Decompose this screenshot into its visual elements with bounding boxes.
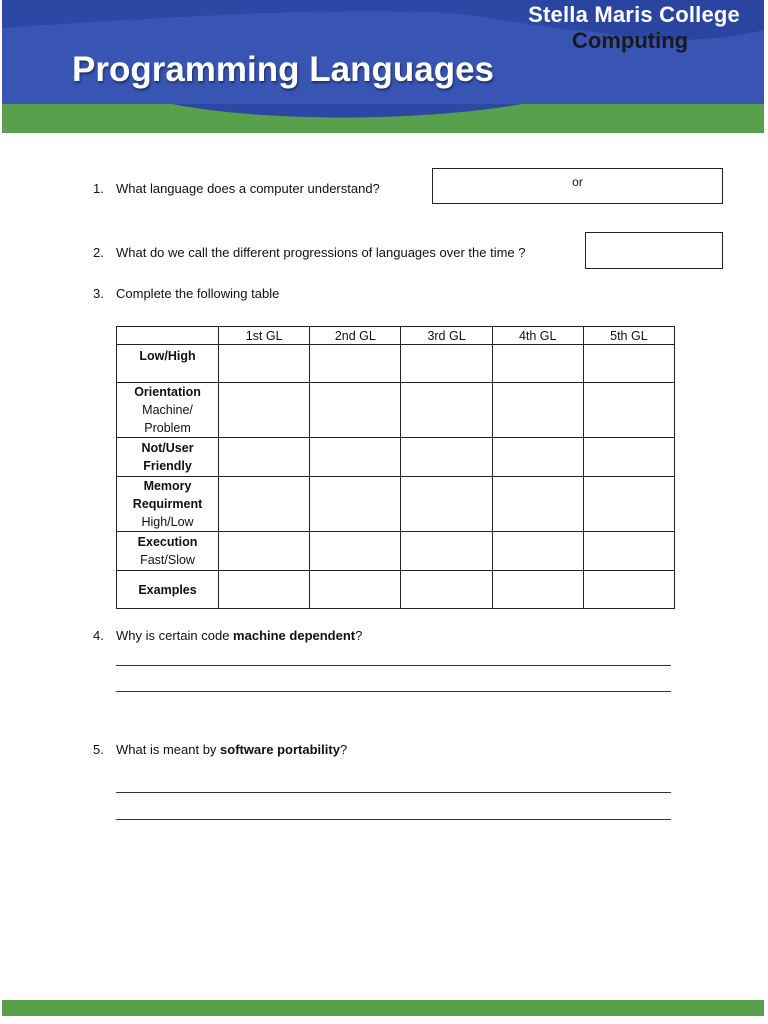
table-cell[interactable] xyxy=(583,383,674,438)
table-cell[interactable] xyxy=(492,532,583,571)
table-row xyxy=(117,345,675,383)
table-row xyxy=(117,383,675,438)
table-cell[interactable] xyxy=(401,383,492,438)
question-text: Complete the following table xyxy=(116,286,280,301)
row-header xyxy=(117,477,219,532)
row-header xyxy=(117,345,219,383)
table-cell[interactable] xyxy=(583,532,674,571)
table-row xyxy=(117,477,675,532)
table-cell[interactable] xyxy=(219,383,310,438)
answer-hint: or xyxy=(572,175,583,189)
row-header-normal: Machine/ Problem xyxy=(142,403,193,435)
answer-line[interactable] xyxy=(116,691,671,692)
row-header xyxy=(117,383,219,438)
table-cell[interactable] xyxy=(310,477,401,532)
table-cell[interactable] xyxy=(310,345,401,383)
question-text: What do we call the different progressions of languages over the time ? xyxy=(116,245,526,260)
table-cell[interactable] xyxy=(583,477,674,532)
column-header: 5th GL xyxy=(583,327,674,345)
table-cell[interactable] xyxy=(219,571,310,609)
table-cell[interactable] xyxy=(401,345,492,383)
generations-table xyxy=(116,326,675,609)
row-header-bold: Examples xyxy=(138,582,197,597)
row-header-bold: Low/High xyxy=(139,349,196,363)
header-banner xyxy=(2,0,764,133)
question-5 xyxy=(93,742,347,757)
row-header-bold: Not/User Friendly xyxy=(141,441,194,473)
column-header: 3rd GL xyxy=(401,327,492,345)
table-cell[interactable] xyxy=(219,438,310,477)
question-2 xyxy=(93,245,526,260)
question-text: Why is certain code xyxy=(116,628,234,643)
page-title: Programming Languages xyxy=(72,50,495,89)
column-header: 4th GL xyxy=(492,327,583,345)
department-name: Computing xyxy=(572,28,689,53)
row-header-normal: Fast/Slow xyxy=(140,553,195,567)
row-header-normal: High/Low xyxy=(141,515,194,529)
question-emphasis: software portability xyxy=(220,742,340,757)
question-1 xyxy=(93,181,380,196)
question-number: 2. xyxy=(93,245,104,260)
question-text: What is meant by xyxy=(116,742,221,757)
row-header xyxy=(117,571,219,609)
question-text-end: ? xyxy=(339,742,348,757)
table-cell[interactable] xyxy=(401,477,492,532)
table-header-row xyxy=(117,327,675,345)
question-number: 1. xyxy=(93,181,104,196)
table-cell[interactable] xyxy=(492,571,583,609)
row-header-bold: Memory Requirment xyxy=(132,479,203,511)
table-cell[interactable] xyxy=(401,438,492,477)
question-3 xyxy=(93,286,279,301)
table-cell[interactable] xyxy=(583,345,674,383)
answer-line[interactable] xyxy=(116,792,671,793)
table-cell[interactable] xyxy=(219,532,310,571)
table-cell[interactable] xyxy=(492,477,583,532)
table-cell[interactable] xyxy=(492,438,583,477)
column-header: 2nd GL xyxy=(310,327,401,345)
question-emphasis: machine dependent xyxy=(233,628,356,643)
row-header-bold: Execution xyxy=(137,535,198,549)
question-text-end: ? xyxy=(355,628,363,643)
question-number: 5. xyxy=(93,742,104,757)
table-row xyxy=(117,571,675,609)
row-header xyxy=(117,438,219,477)
question-number: 3. xyxy=(93,286,104,301)
row-header-bold: Orientation xyxy=(134,385,201,399)
answer-box-1[interactable] xyxy=(432,168,723,204)
table-corner xyxy=(117,327,219,345)
table-cell[interactable] xyxy=(583,571,674,609)
table-cell[interactable] xyxy=(310,438,401,477)
table-cell[interactable] xyxy=(492,383,583,438)
answer-line[interactable] xyxy=(116,819,671,820)
table-cell[interactable] xyxy=(583,438,674,477)
question-text: What language does a computer understand? xyxy=(116,181,380,196)
footer-bar xyxy=(2,1000,764,1016)
question-number: 4. xyxy=(93,628,104,643)
table-cell[interactable] xyxy=(310,532,401,571)
table-cell[interactable] xyxy=(310,383,401,438)
table-cell[interactable] xyxy=(492,345,583,383)
table-cell[interactable] xyxy=(310,571,401,609)
column-header: 1st GL xyxy=(219,327,310,345)
row-header xyxy=(117,532,219,571)
answer-box-2[interactable] xyxy=(585,232,723,269)
school-name: Stella Maris College xyxy=(528,2,740,27)
table-cell[interactable] xyxy=(401,571,492,609)
table-row xyxy=(117,532,675,571)
table-cell[interactable] xyxy=(219,477,310,532)
table-cell[interactable] xyxy=(219,345,310,383)
answer-line[interactable] xyxy=(116,665,671,666)
table-cell[interactable] xyxy=(401,532,492,571)
table-row xyxy=(117,438,675,477)
question-4 xyxy=(93,628,362,643)
